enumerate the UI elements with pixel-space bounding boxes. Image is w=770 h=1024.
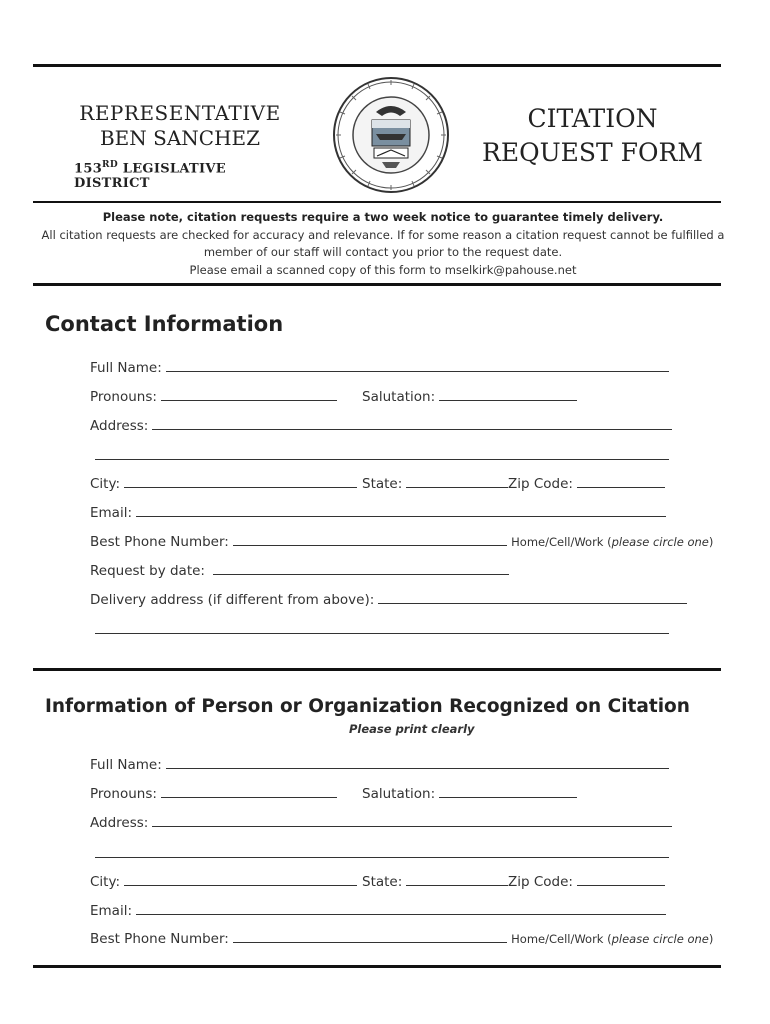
recipient-address-line[interactable]	[152, 813, 672, 827]
header-bottom-rule	[33, 201, 721, 203]
email-label: Email:	[90, 505, 133, 521]
district-number: 153	[74, 161, 103, 177]
recipient-email-field[interactable]	[90, 901, 666, 919]
zip-label: Zip Code:	[508, 476, 573, 492]
address-line[interactable]	[152, 416, 672, 430]
recipient-city-line[interactable]	[124, 872, 357, 886]
notice-line4: Please email a scanned copy of this form to mselkirk@pahouse.net	[189, 262, 577, 277]
recipient-pronouns-label: Pronouns:	[90, 786, 157, 802]
recipient-phone-close: )	[708, 932, 714, 946]
recipient-full-name-line[interactable]	[166, 755, 669, 769]
delivery-line[interactable]	[378, 590, 687, 604]
recipient-phone-hint: please circle one	[611, 932, 709, 946]
top-rule	[33, 64, 721, 67]
city-label: City:	[90, 476, 121, 492]
form-title-line2: REQUEST FORM	[482, 138, 703, 167]
notice-bottom-rule	[33, 283, 721, 286]
recipient-phone-label: Best Phone Number:	[90, 931, 229, 947]
section-divider-rule	[33, 668, 721, 671]
email-line[interactable]	[136, 503, 666, 517]
delivery-line-2[interactable]	[95, 632, 669, 634]
recipient-phone-type-options	[511, 932, 713, 946]
phone-hint: please circle one	[611, 535, 709, 549]
notice-line3: member of our staff will contact you prior to the request date.	[203, 245, 563, 259]
recipient-zip-field[interactable]	[508, 872, 665, 890]
contact-salutation-field[interactable]	[362, 387, 577, 405]
rep-line1: REPRESENTATIVE	[79, 101, 281, 125]
pronouns-line[interactable]	[161, 387, 337, 401]
recipient-section-title: Information of Person or Organization Recognized on Citation	[45, 696, 690, 717]
full-name-label: Full Name:	[90, 360, 162, 376]
form-title-line1: CITATION	[527, 104, 658, 133]
pronouns-label: Pronouns:	[90, 389, 157, 405]
phone-line[interactable]	[233, 532, 507, 546]
recipient-full-name-field[interactable]	[90, 755, 669, 773]
recipient-full-name-label: Full Name:	[90, 757, 162, 773]
notice-line2: All citation requests are checked for accuracy and relevance. If for some reason a citation request cannot be fulfilled a	[41, 227, 725, 242]
notice-block	[33, 209, 733, 279]
delivery-label: Delivery address (if different from above):	[90, 592, 375, 608]
state-line[interactable]	[406, 474, 508, 488]
zip-line[interactable]	[577, 474, 665, 488]
contact-zip-field[interactable]	[508, 474, 665, 492]
contact-address-field[interactable]	[90, 416, 672, 434]
phone-options-text: Home/Cell/Work (	[511, 535, 612, 549]
contact-phone-field[interactable]	[90, 532, 713, 550]
phone-close: )	[708, 535, 714, 549]
contact-email-field[interactable]	[90, 503, 666, 521]
request-by-line[interactable]	[213, 561, 509, 575]
recipient-pronouns-field[interactable]	[90, 784, 337, 802]
phone-label: Best Phone Number:	[90, 534, 229, 550]
recipient-zip-label: Zip Code:	[508, 874, 573, 890]
recipient-city-field[interactable]	[90, 872, 357, 890]
contact-city-field[interactable]	[90, 474, 357, 492]
recipient-address-field[interactable]	[90, 813, 672, 831]
salutation-label: Salutation:	[362, 389, 436, 405]
representative-block	[60, 100, 300, 191]
address-label: Address:	[90, 418, 149, 434]
state-label: State:	[362, 476, 403, 492]
recipient-address-label: Address:	[90, 815, 149, 831]
recipient-phone-options-text: Home/Cell/Work (	[511, 932, 612, 946]
state-house-seal-icon	[332, 76, 450, 194]
full-name-line[interactable]	[166, 358, 669, 372]
recipient-phone-field[interactable]	[90, 929, 713, 947]
district-line	[60, 160, 300, 191]
bottom-rule	[33, 965, 721, 968]
recipient-city-label: City:	[90, 874, 121, 890]
recipient-state-label: State:	[362, 874, 403, 890]
recipient-email-label: Email:	[90, 903, 133, 919]
recipient-salutation-field[interactable]	[362, 784, 577, 802]
recipient-salutation-line[interactable]	[439, 784, 577, 798]
contact-request-date-field[interactable]	[90, 561, 509, 579]
notice-line1: Please note, citation requests require a two week notice to guarantee timely delivery.	[102, 210, 664, 224]
recipient-subtitle: Please print clearly	[349, 722, 475, 736]
request-by-label: Request by date:	[90, 563, 205, 579]
form-title	[470, 102, 715, 170]
recipient-phone-line[interactable]	[233, 929, 507, 943]
contact-section-title: Contact Information	[45, 312, 284, 336]
city-line[interactable]	[124, 474, 357, 488]
district-suffix: RD	[102, 160, 118, 170]
phone-type-options	[511, 535, 713, 549]
recipient-state-field[interactable]	[362, 872, 508, 890]
district-label: LEGISLATIVE DISTRICT	[74, 161, 226, 192]
recipient-state-line[interactable]	[406, 872, 508, 886]
address-line-2[interactable]	[95, 458, 669, 460]
contact-state-field[interactable]	[362, 474, 508, 492]
contact-delivery-field[interactable]	[90, 590, 687, 608]
contact-full-name-field[interactable]	[90, 358, 669, 376]
recipient-salutation-label: Salutation:	[362, 786, 436, 802]
recipient-zip-line[interactable]	[577, 872, 665, 886]
recipient-pronouns-line[interactable]	[161, 784, 337, 798]
recipient-address-line-2[interactable]	[95, 856, 669, 858]
rep-line2: BEN SANCHEZ	[99, 126, 261, 150]
salutation-line[interactable]	[439, 387, 577, 401]
contact-pronouns-field[interactable]	[90, 387, 337, 405]
recipient-email-line[interactable]	[136, 901, 666, 915]
